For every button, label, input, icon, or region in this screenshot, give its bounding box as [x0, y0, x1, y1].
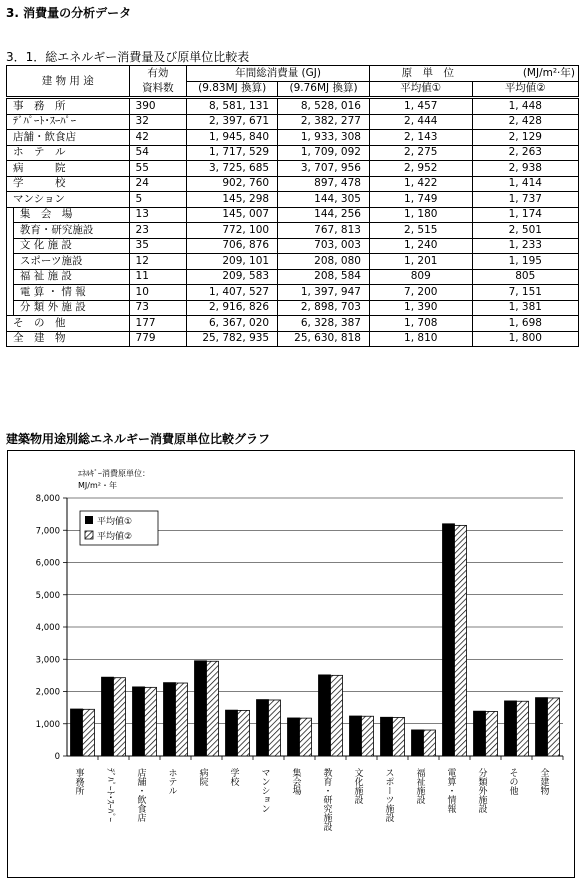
x-tick-label: 店舗・飲食店 [135, 768, 146, 822]
indent-gap [7, 207, 14, 223]
row-total-976: 144, 256 [278, 207, 370, 223]
row-avg2: 2, 938 [472, 161, 578, 177]
row-total-983: 145, 298 [187, 192, 278, 208]
y-tick-label: 1,000 [35, 719, 60, 730]
row-use: 電 算 ・ 情 報 [13, 285, 129, 301]
indent-gap [7, 300, 14, 316]
row-total-983: 8, 581, 131 [187, 98, 278, 115]
x-tick-label: 分類外施設 [476, 768, 487, 813]
row-avg2: 2, 428 [472, 114, 578, 130]
x-tick-label: 全建物 [538, 768, 549, 795]
x-tick-label: 文化施設 [352, 768, 363, 804]
row-total-976: 208, 080 [278, 254, 370, 270]
bar-avg1 [288, 718, 300, 756]
bar-avg2 [362, 716, 374, 756]
row-avg1: 1, 457 [369, 98, 472, 115]
row-total-983: 1, 407, 527 [187, 285, 278, 301]
row-count: 73 [129, 300, 187, 316]
table-row [7, 300, 579, 316]
y-tick-label: 7,000 [35, 526, 60, 537]
row-total-976: 8, 528, 016 [278, 98, 370, 115]
indent-gap [7, 269, 14, 285]
bar-avg1 [226, 710, 238, 756]
bar-avg2 [517, 701, 529, 756]
table-row [7, 254, 579, 270]
bar-avg1 [319, 675, 331, 756]
row-total-983: 772, 100 [187, 223, 278, 239]
bar-avg2 [486, 711, 498, 756]
row-count: 24 [129, 176, 187, 192]
row-count: 177 [129, 316, 187, 332]
row-avg2: 7, 151 [472, 285, 578, 301]
header-count-2: 資料数 [129, 81, 187, 98]
y-axis-label-line-2: MJ/m²・年 [78, 481, 117, 490]
row-count: 32 [129, 114, 187, 130]
bar-avg1 [474, 711, 486, 756]
header-avg2: 平均値② [472, 81, 578, 98]
bar-avg2 [238, 710, 250, 756]
y-tick-label: 0 [54, 752, 60, 762]
row-avg1: 809 [369, 269, 472, 285]
row-avg1: 1, 390 [369, 300, 472, 316]
row-avg2: 1, 381 [472, 300, 578, 316]
row-use: 病 院 [7, 161, 130, 177]
row-avg1: 2, 143 [369, 130, 472, 146]
row-avg1: 2, 952 [369, 161, 472, 177]
table-row [7, 238, 579, 254]
row-count: 35 [129, 238, 187, 254]
row-use: 集 会 場 [13, 207, 129, 223]
row-avg1: 1, 240 [369, 238, 472, 254]
section-title: 3. 消費量の分析データ [6, 6, 132, 20]
table-row [7, 331, 579, 347]
header-unit-a: 原 単 位 [369, 66, 472, 82]
row-use: 全 建 物 [7, 331, 130, 347]
bar-avg1 [133, 687, 145, 756]
bar-avg1 [412, 730, 424, 756]
table-row [7, 145, 579, 161]
x-tick-label: 集会場 [290, 768, 301, 795]
x-tick-label: 電算・情報 [445, 768, 456, 813]
row-count: 779 [129, 331, 187, 347]
row-use: マンション [7, 192, 130, 208]
x-tick-label: スポーツ施設 [383, 768, 394, 822]
bar-avg2 [393, 717, 405, 756]
bar-avg2 [455, 525, 467, 756]
row-total-976: 3, 707, 956 [278, 161, 370, 177]
indent-gap [7, 254, 14, 270]
chart-frame [7, 450, 575, 878]
row-use: ﾃﾞﾊﾟｰﾄ･ｽｰﾊﾟｰ [7, 114, 130, 130]
bar-avg2 [145, 687, 157, 756]
row-total-983: 706, 876 [187, 238, 278, 254]
bar-avg2 [300, 718, 312, 756]
row-total-976: 6, 328, 387 [278, 316, 370, 332]
row-use: 文 化 施 設 [13, 238, 129, 254]
bar-avg1 [257, 700, 269, 756]
legend [80, 511, 158, 545]
y-tick-label: 2,000 [35, 687, 60, 698]
row-use: 学 校 [7, 176, 130, 192]
row-total-983: 209, 101 [187, 254, 278, 270]
x-tick-label: 病院 [197, 768, 208, 786]
row-avg1: 2, 275 [369, 145, 472, 161]
x-tick-label: マンション [259, 768, 270, 813]
row-use: 店舗・飲食店 [7, 130, 130, 146]
bar-avg2 [269, 700, 281, 756]
row-avg1: 2, 515 [369, 223, 472, 239]
indent-gap [7, 285, 14, 301]
row-total-983: 6, 367, 020 [187, 316, 278, 332]
row-avg2: 1, 233 [472, 238, 578, 254]
consumption-table [6, 65, 579, 347]
x-tick-label: ホテル [166, 768, 177, 795]
row-total-983: 2, 916, 826 [187, 300, 278, 316]
row-total-983: 209, 583 [187, 269, 278, 285]
row-use: 教育・研究施設 [13, 223, 129, 239]
bar-avg1 [350, 716, 362, 756]
row-avg2: 2, 501 [472, 223, 578, 239]
table-header-row-1 [7, 66, 579, 82]
header-unit-b: (MJ/m²·年) [472, 66, 578, 82]
bar-avg1 [195, 661, 207, 756]
row-avg1: 1, 180 [369, 207, 472, 223]
bar-avg1 [71, 709, 83, 756]
indent-gap [7, 238, 14, 254]
row-avg1: 1, 201 [369, 254, 472, 270]
table-row [7, 285, 579, 301]
row-avg2: 1, 448 [472, 98, 578, 115]
row-total-983: 25, 782, 935 [187, 331, 278, 347]
row-use: 事 務 所 [7, 98, 130, 115]
legend-swatch-avg1 [85, 516, 93, 524]
row-total-976: 1, 933, 308 [278, 130, 370, 146]
bar-avg1 [164, 683, 176, 756]
bar-avg2 [331, 675, 343, 756]
row-count: 11 [129, 269, 187, 285]
table-row [7, 130, 579, 146]
row-total-976: 767, 813 [278, 223, 370, 239]
x-tick-label: 教育・研究施設 [321, 768, 332, 831]
row-use: 分 類 外 施 設 [13, 300, 129, 316]
row-count: 390 [129, 98, 187, 115]
x-tick-label: その他 [507, 768, 518, 795]
row-avg2: 805 [472, 269, 578, 285]
row-total-976: 1, 709, 092 [278, 145, 370, 161]
y-tick-label: 3,000 [35, 655, 60, 666]
row-avg1: 1, 708 [369, 316, 472, 332]
bar-avg2 [207, 661, 219, 756]
row-avg2: 1, 800 [472, 331, 578, 347]
row-total-983: 2, 397, 671 [187, 114, 278, 130]
bar-avg1 [102, 677, 114, 756]
row-total-976: 144, 305 [278, 192, 370, 208]
row-avg1: 1, 422 [369, 176, 472, 192]
legend-swatch-avg2 [85, 531, 93, 539]
row-count: 12 [129, 254, 187, 270]
y-tick-label: 5,000 [35, 590, 60, 601]
bar-avg2 [114, 678, 126, 756]
table-title: 3．1．総エネルギー消費量及び原単位比較表 [6, 50, 250, 64]
bar-avg2 [548, 698, 560, 756]
row-use: 福 祉 施 設 [13, 269, 129, 285]
row-avg1: 2, 444 [369, 114, 472, 130]
table-row [7, 223, 579, 239]
legend-label-avg1: 平均値① [97, 517, 133, 527]
x-tick-label: 事務所 [73, 768, 84, 795]
row-count: 23 [129, 223, 187, 239]
row-count: 13 [129, 207, 187, 223]
row-count: 5 [129, 192, 187, 208]
bar-avg1 [536, 698, 548, 756]
bar-avg2 [83, 709, 95, 756]
x-tick-label: ﾃﾞﾊﾟｰﾄ･ｽｰﾊﾟｰ [104, 768, 115, 823]
row-total-976: 2, 898, 703 [278, 300, 370, 316]
table-row [7, 98, 579, 115]
row-use: そ の 他 [7, 316, 130, 332]
row-avg1: 1, 749 [369, 192, 472, 208]
bar-chart [8, 451, 574, 877]
row-count: 54 [129, 145, 187, 161]
row-avg1: 1, 810 [369, 331, 472, 347]
bar-avg1 [505, 701, 517, 756]
table-row [7, 114, 579, 130]
header-983: (9.83MJ 換算) [187, 81, 278, 98]
bar-avg1 [381, 717, 393, 756]
row-total-983: 1, 717, 529 [187, 145, 278, 161]
chart-title: 建築物用途別総エネルギー消費原単位比較グラフ [6, 432, 271, 446]
header-976: (9.76MJ 換算) [278, 81, 370, 98]
row-avg2: 1, 698 [472, 316, 578, 332]
row-avg2: 1, 195 [472, 254, 578, 270]
table-row [7, 161, 579, 177]
table-row [7, 207, 579, 223]
table-row [7, 316, 579, 332]
header-avg1: 平均値① [369, 81, 472, 98]
row-avg2: 2, 263 [472, 145, 578, 161]
row-total-983: 1, 945, 840 [187, 130, 278, 146]
row-avg2: 1, 174 [472, 207, 578, 223]
row-total-976: 703, 003 [278, 238, 370, 254]
row-total-983: 3, 725, 685 [187, 161, 278, 177]
header-use: 建 物 用 途 [7, 66, 130, 98]
bar-avg1 [443, 524, 455, 756]
header-count-1: 有効 [129, 66, 187, 82]
row-total-983: 902, 760 [187, 176, 278, 192]
row-total-976: 208, 584 [278, 269, 370, 285]
bar-avg2 [424, 730, 436, 756]
legend-label-avg2: 平均値② [97, 532, 133, 542]
y-tick-label: 6,000 [35, 558, 60, 569]
x-tick-label: 学校 [228, 768, 239, 786]
row-use: ホ テ ル [7, 145, 130, 161]
indent-gap [7, 223, 14, 239]
row-count: 55 [129, 161, 187, 177]
row-avg2: 2, 129 [472, 130, 578, 146]
row-total-976: 897, 478 [278, 176, 370, 192]
y-tick-label: 8,000 [35, 494, 60, 504]
row-avg2: 1, 414 [472, 176, 578, 192]
table-row [7, 269, 579, 285]
row-total-983: 145, 007 [187, 207, 278, 223]
table-row [7, 176, 579, 192]
bar-avg2 [176, 683, 188, 756]
row-total-976: 1, 397, 947 [278, 285, 370, 301]
row-avg1: 7, 200 [369, 285, 472, 301]
row-count: 10 [129, 285, 187, 301]
row-avg2: 1, 737 [472, 192, 578, 208]
y-tick-label: 4,000 [35, 623, 60, 633]
table-row [7, 192, 579, 208]
row-use: スポーツ施設 [13, 254, 129, 270]
header-total: 年間総消費量 (GJ) [187, 66, 370, 82]
row-total-976: 25, 630, 818 [278, 331, 370, 347]
x-tick-label: 福祉施設 [414, 768, 425, 804]
y-axis-label-line-1: ｴﾈﾙｷﾞｰ消費原単位： [78, 469, 150, 478]
row-total-976: 2, 382, 277 [278, 114, 370, 130]
row-count: 42 [129, 130, 187, 146]
